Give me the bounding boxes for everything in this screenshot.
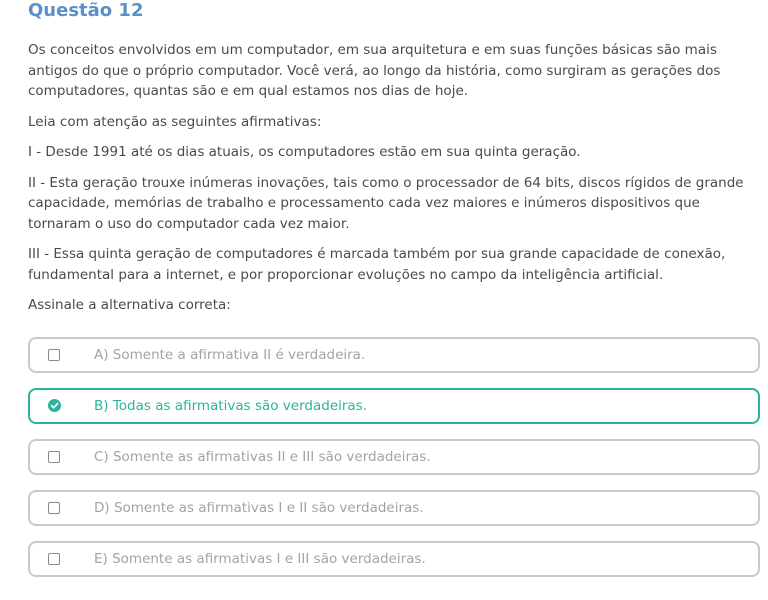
option-d[interactable]	[28, 490, 760, 526]
option-c-label: C) Somente as afirmativas II e III são verdadeiras.	[94, 448, 431, 465]
question-statement	[28, 40, 760, 316]
option-b[interactable]	[28, 388, 760, 424]
statement-ii: II - Esta geração trouxe inúmeras inovações, tais como o processador de 64 bits, discos rígidos de grande capacidade, memórias de trabalho e processamento cada vez maiores e inúmeros dispositivos que tornaram o uso do computador cada vez maior.	[28, 174, 744, 232]
statement-i: I - Desde 1991 até os dias atuais, os computadores estão em sua quinta geração.	[28, 144, 581, 160]
check-circle-icon	[48, 399, 61, 412]
checkbox-empty-icon	[48, 451, 60, 463]
option-e-label: E) Somente as afirmativas I e III são verdadeiras.	[94, 550, 426, 567]
option-b-label: B) Todas as afirmativas são verdadeiras.	[94, 397, 368, 414]
option-e[interactable]	[28, 541, 760, 577]
prompt-paragraph: Assinale a alternativa correta:	[28, 297, 231, 313]
checkbox-empty-icon	[48, 553, 60, 565]
intro-paragraph: Os conceitos envolvidos em um computador, em sua arquitetura e em suas funções básicas são mais antigos do que o próprio computador. Você verá, ao longo da história, como surgiram as gerações dos computadores, quantas são e em qual estamos nos dias de hoje.	[28, 42, 721, 99]
instruction-paragraph: Leia com atenção as seguintes afirmativas:	[28, 113, 322, 130]
option-a[interactable]	[28, 337, 760, 373]
answer-options	[28, 337, 760, 577]
checkbox-empty-icon	[48, 349, 60, 361]
checkbox-empty-icon	[48, 502, 60, 514]
statement-iii: III - Essa quinta geração de computadores é marcada também por sua grande capacidade de conexão, fundamental para a internet, e por proporcionar evoluções no campo da inteligência artificial.	[28, 246, 726, 283]
option-c[interactable]	[28, 439, 760, 475]
option-d-label: D) Somente as afirmativas I e II são verdadeiras.	[94, 499, 424, 516]
question-title: Questão 12	[28, 0, 144, 21]
option-a-label: A) Somente a afirmativa II é verdadeira.	[94, 346, 366, 363]
